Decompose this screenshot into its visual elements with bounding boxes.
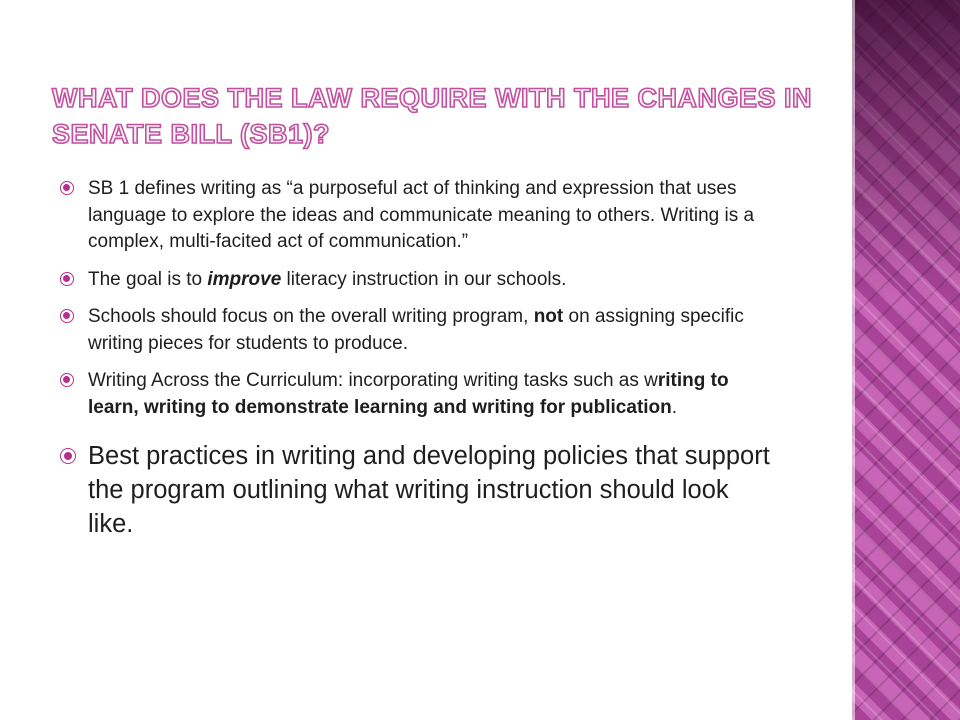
- bullet-text-lead: The goal is to: [88, 268, 208, 290]
- circled-dot-icon: [60, 373, 74, 387]
- bullet-item: [60, 439, 780, 541]
- bullet-item: [60, 368, 780, 421]
- bullet-text-lead: Schools should focus on the overall writing program,: [88, 306, 534, 327]
- bullet-list: [60, 176, 780, 541]
- circled-dot-icon: [60, 448, 76, 464]
- bullet-item: [60, 267, 780, 294]
- bullet-text: SB 1 defines writing as “a purposeful act of thinking and expression that uses language to explore the ideas and communicate meaning to others. Writing is a complex, multi-facited act of communication.”: [88, 178, 755, 252]
- bullet-text: Best practices in writing and developing policies that support the program outlining what writing instruction should look like.: [88, 442, 770, 538]
- bullet-emphasis: not: [533, 306, 564, 327]
- bullet-text-tail: .: [671, 396, 678, 418]
- bullet-text-tail: literacy instruction in our schools.: [281, 268, 567, 290]
- bullet-item: [60, 176, 780, 256]
- circled-dot-icon: [60, 181, 74, 195]
- bullet-item: [60, 304, 780, 357]
- side-band-edge: [852, 0, 855, 720]
- circled-dot-icon: [60, 272, 74, 286]
- bullet-emphasis: improve: [207, 268, 282, 290]
- bullet-text-tail: on assigning specific writing pieces for students to produce.: [88, 306, 744, 354]
- circled-dot-icon: [60, 309, 74, 323]
- slide-title: WHAT DOES THE LAW REQUIRE WITH THE CHANGES IN SENATE BILL (SB1)?: [52, 83, 812, 149]
- bullet-text-lead: Writing Across the Curriculum: incorporating writing tasks such as w: [88, 370, 658, 391]
- decorative-side-band: [852, 0, 960, 720]
- bullet-emphasis: riting to learn, writing to demonstrate learning and writing for publication: [88, 370, 729, 418]
